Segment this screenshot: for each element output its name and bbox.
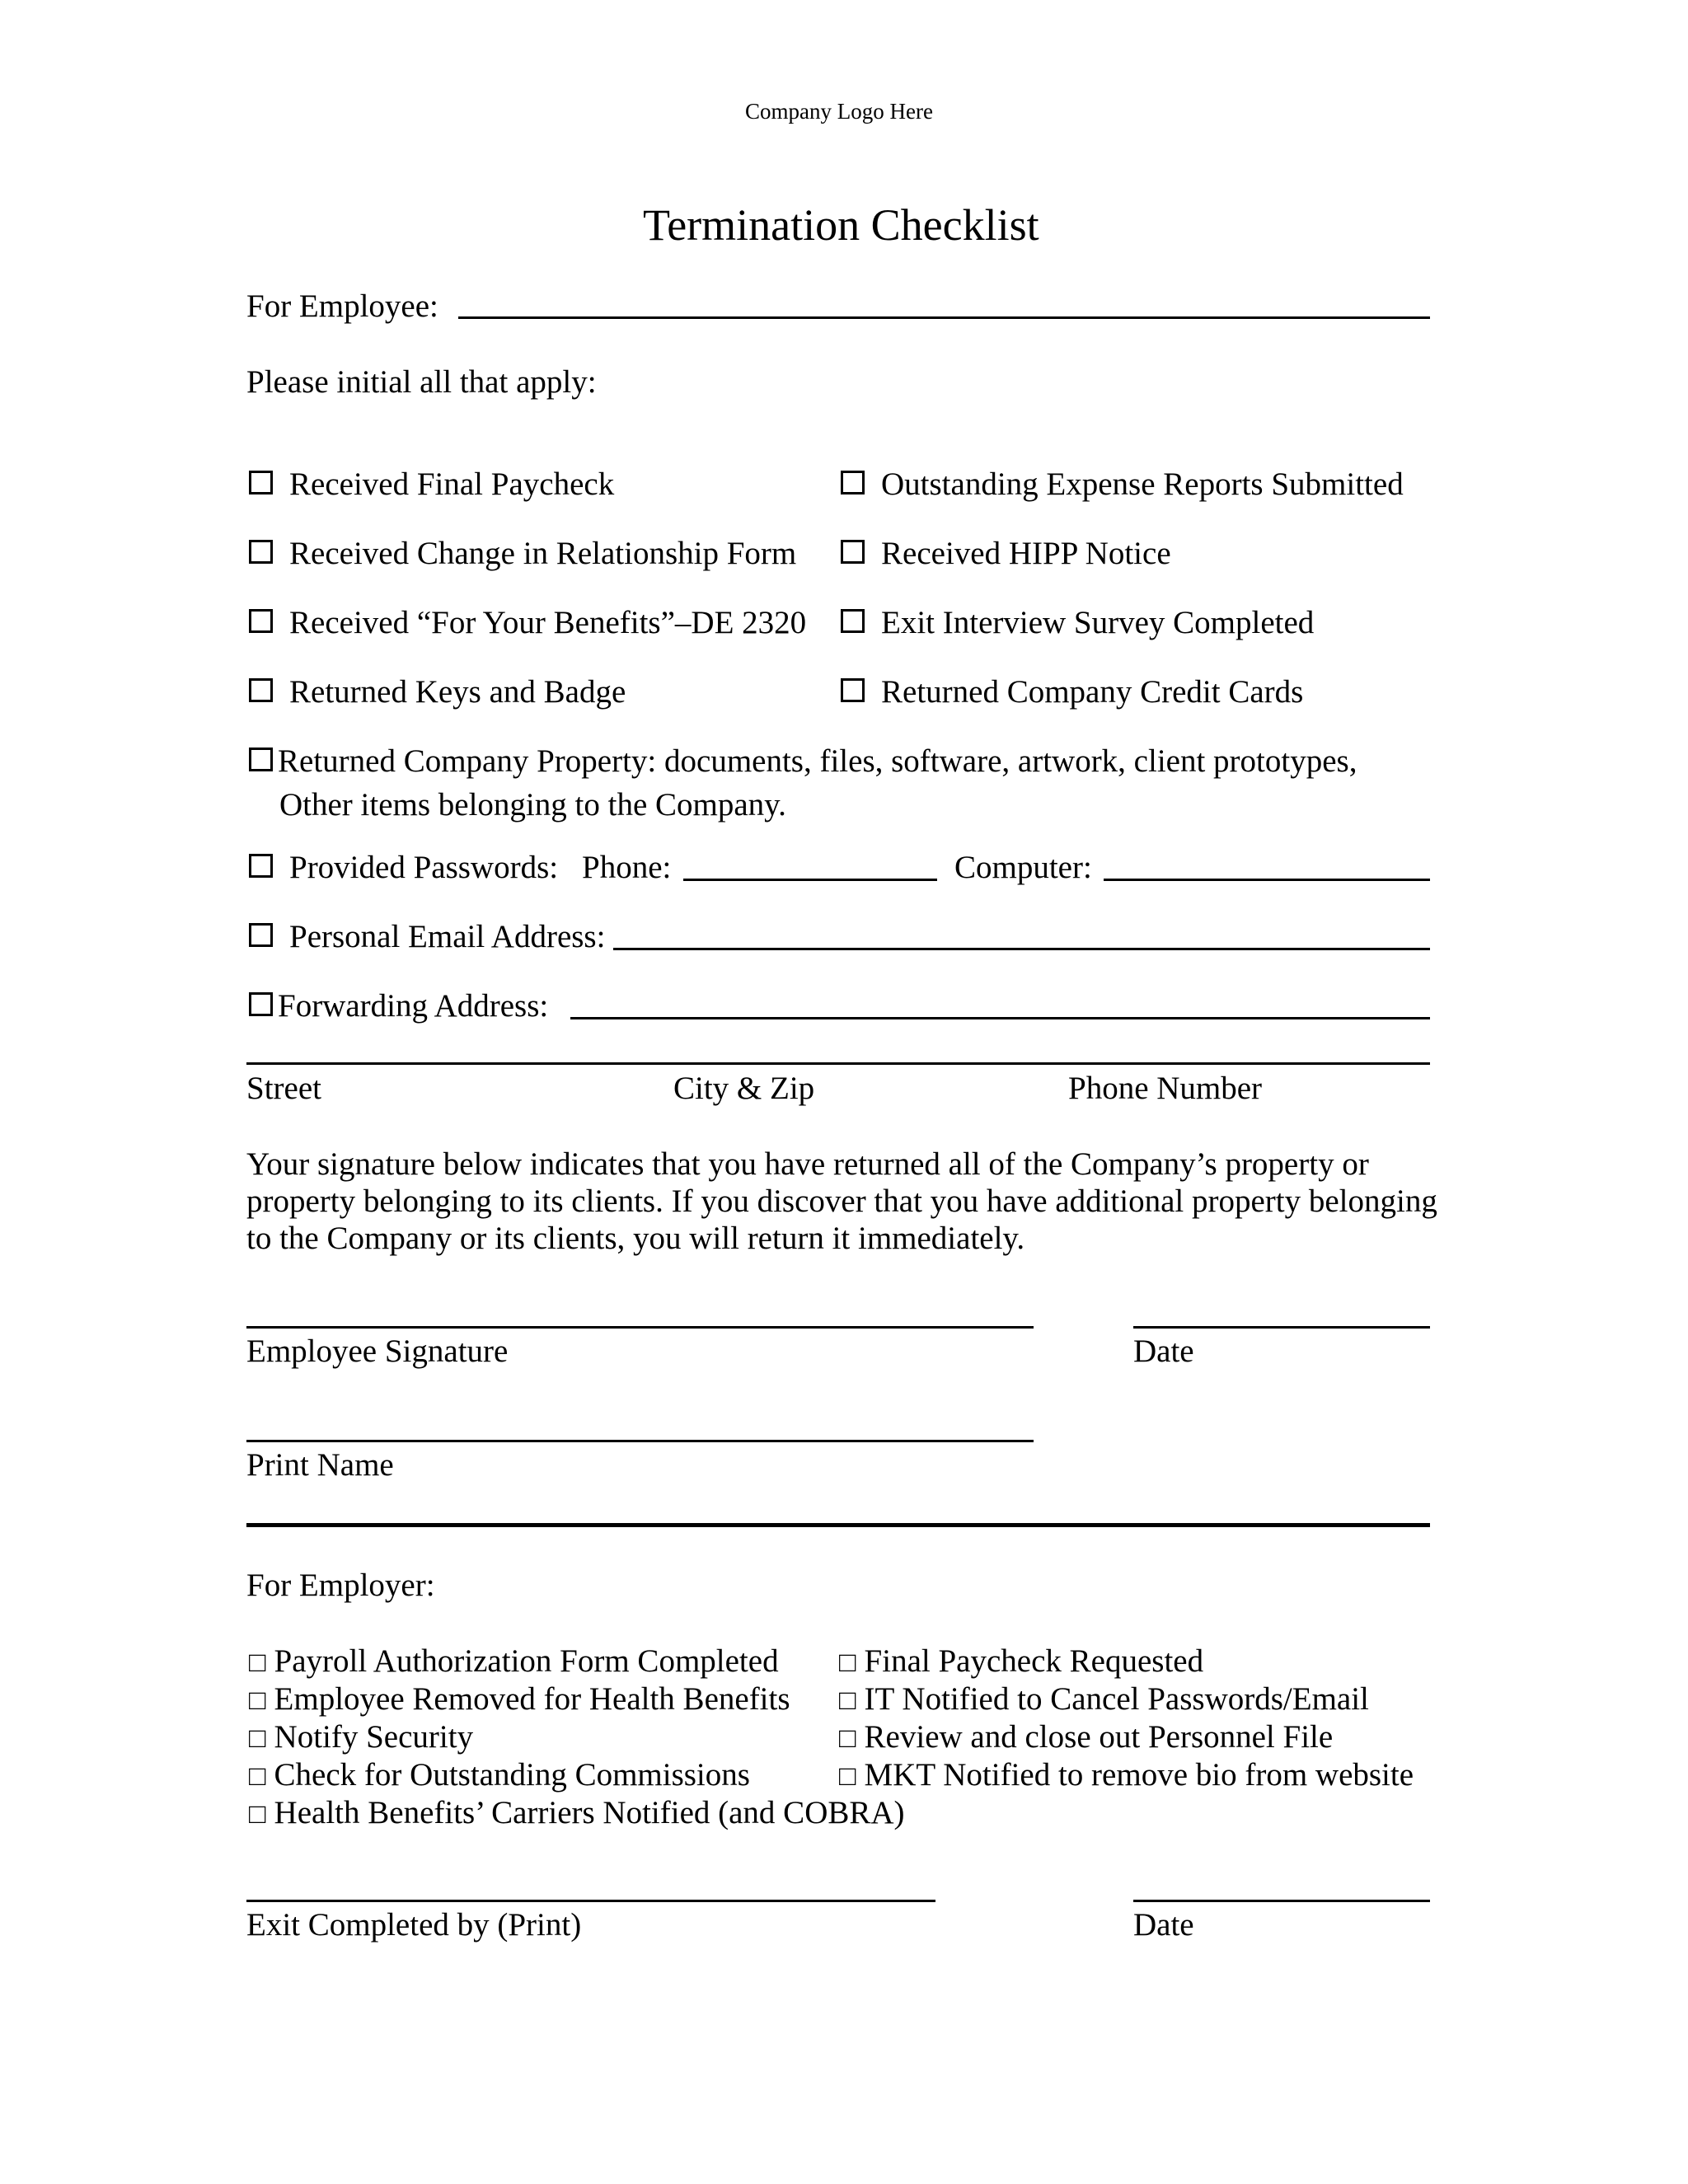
checkbox[interactable] (841, 678, 865, 702)
checklist-item-benefits-de2320[interactable] (249, 607, 806, 639)
employer-item-it-notified[interactable] (839, 1683, 1369, 1715)
employee-name-field[interactable] (458, 316, 1430, 319)
exit-date-field[interactable] (1133, 1900, 1430, 1902)
employer-item-mkt-bio[interactable] (839, 1759, 1414, 1791)
personal-email-label: Personal Email Address: (289, 919, 606, 954)
section-divider (246, 1523, 1430, 1527)
checklist-item-label: Outstanding Expense Reports Submitted (881, 466, 1404, 502)
checkbox[interactable]: □ (249, 1723, 266, 1754)
employer-item-personnel-file[interactable] (839, 1721, 1333, 1753)
checkbox[interactable]: □ (839, 1723, 856, 1754)
checklist-item-label: Received “For Your Benefits”–DE 2320 (289, 605, 807, 640)
employer-item-label: Payroll Authorization Form Completed (274, 1643, 779, 1679)
employee-date-field[interactable] (1133, 1326, 1430, 1329)
checkbox[interactable] (249, 992, 273, 1016)
checklist-item-keys-badge[interactable] (249, 676, 626, 708)
checklist-item-hipp-notice[interactable] (841, 537, 1171, 569)
checklist-item-forwarding-address[interactable] (249, 990, 548, 1022)
checklist-item-label: Received Final Paycheck (289, 466, 615, 502)
passwords-label: Provided Passwords: (289, 850, 559, 885)
employer-item-label: IT Notified to Cancel Passwords/Email (864, 1681, 1369, 1717)
employer-item-label: Check for Outstanding Commissions (274, 1757, 750, 1793)
employer-item-notify-security[interactable] (249, 1721, 473, 1753)
checklist-item-company-property[interactable] (249, 745, 1357, 777)
checklist-item-final-paycheck[interactable] (249, 468, 614, 500)
checkbox[interactable] (249, 854, 273, 878)
checkbox[interactable]: □ (249, 1647, 266, 1678)
checkbox[interactable] (841, 609, 865, 633)
checkbox[interactable] (841, 540, 865, 564)
checkbox[interactable]: □ (839, 1685, 856, 1716)
checkbox[interactable]: □ (249, 1799, 266, 1830)
checkbox[interactable] (249, 609, 273, 633)
checkbox[interactable] (249, 540, 273, 564)
print-name-label: Print Name (246, 1447, 394, 1483)
computer-password-field[interactable] (1104, 879, 1430, 881)
forwarding-address-label: Forwarding Address: (278, 988, 549, 1024)
address-details-field[interactable] (246, 1062, 1430, 1065)
signature-statement: Your signature below indicates that you have returned all of the Company’s property or property belonging to its clients. If you discover that you have additional property belonging to the Company or its clients, you will return it immediately. (246, 1146, 1437, 1256)
exit-date-label: Date (1133, 1907, 1194, 1943)
checkbox[interactable] (249, 748, 273, 771)
employer-item-carriers-notified[interactable] (249, 1797, 905, 1829)
employer-item-label: MKT Notified to remove bio from website (864, 1757, 1414, 1793)
employer-item-health-benefits-removed[interactable] (249, 1683, 790, 1715)
instruction-text: Please initial all that apply: (246, 364, 597, 400)
logo-placeholder: Company Logo Here (745, 99, 933, 124)
checklist-item-company-property-continued: Other items belonging to the Company. (279, 787, 786, 823)
checklist-item-personal-email[interactable] (249, 921, 605, 953)
for-employee-label: For Employee: (246, 288, 438, 324)
checkbox[interactable] (841, 471, 865, 494)
checklist-item-label: Received Change in Relationship Form (289, 536, 797, 571)
checklist-item-label: Received HIPP Notice (881, 536, 1171, 571)
checkbox[interactable] (249, 471, 273, 494)
phone-number-label: Phone Number (1068, 1071, 1263, 1106)
employee-signature-field[interactable] (246, 1326, 1034, 1329)
exit-completed-label: Exit Completed by (Print) (246, 1907, 582, 1943)
employee-date-label: Date (1133, 1333, 1194, 1369)
city-zip-label: City & Zip (673, 1071, 815, 1106)
checkbox[interactable]: □ (839, 1761, 856, 1792)
employer-item-final-paycheck[interactable] (839, 1645, 1203, 1677)
street-label: Street (246, 1071, 321, 1106)
employer-item-payroll-authorization[interactable] (249, 1645, 779, 1677)
employer-item-label: Health Benefits’ Carriers Notified (and COBRA) (274, 1795, 905, 1830)
personal-email-field[interactable] (613, 948, 1430, 950)
employer-item-label: Review and close out Personnel File (864, 1719, 1334, 1755)
checklist-item-credit-cards[interactable] (841, 676, 1303, 708)
checklist-item-label: Returned Company Property: documents, files, software, artwork, client prototypes, (278, 743, 1357, 779)
employee-signature-label: Employee Signature (246, 1333, 509, 1369)
checkbox[interactable]: □ (249, 1685, 266, 1716)
for-employer-label: For Employer: (246, 1568, 435, 1603)
checkbox[interactable]: □ (839, 1647, 856, 1678)
checklist-item-relationship-form[interactable] (249, 537, 796, 569)
checklist-item-exit-survey[interactable] (841, 607, 1314, 639)
checklist-item-passwords[interactable] (249, 851, 558, 883)
checkbox[interactable] (249, 923, 273, 947)
phone-password-field[interactable] (683, 879, 937, 881)
checklist-item-label: Returned Keys and Badge (289, 674, 626, 710)
checkbox[interactable]: □ (249, 1761, 266, 1792)
employer-item-label: Notify Security (274, 1719, 474, 1755)
checkbox[interactable] (249, 678, 273, 702)
print-name-field[interactable] (246, 1440, 1034, 1442)
computer-password-label: Computer: (954, 850, 1092, 885)
page-title: Termination Checklist (643, 200, 1039, 250)
checklist-item-label: Returned Company Credit Cards (881, 674, 1304, 710)
exit-completed-field[interactable] (246, 1900, 935, 1902)
employer-item-label: Final Paycheck Requested (864, 1643, 1204, 1679)
checklist-item-expense-reports[interactable] (841, 468, 1404, 500)
forwarding-address-field[interactable] (570, 1017, 1430, 1019)
phone-password-label: Phone: (582, 850, 672, 885)
employer-item-label: Employee Removed for Health Benefits (274, 1681, 790, 1717)
employer-item-commissions[interactable] (249, 1759, 750, 1791)
checklist-item-label: Exit Interview Survey Completed (881, 605, 1315, 640)
